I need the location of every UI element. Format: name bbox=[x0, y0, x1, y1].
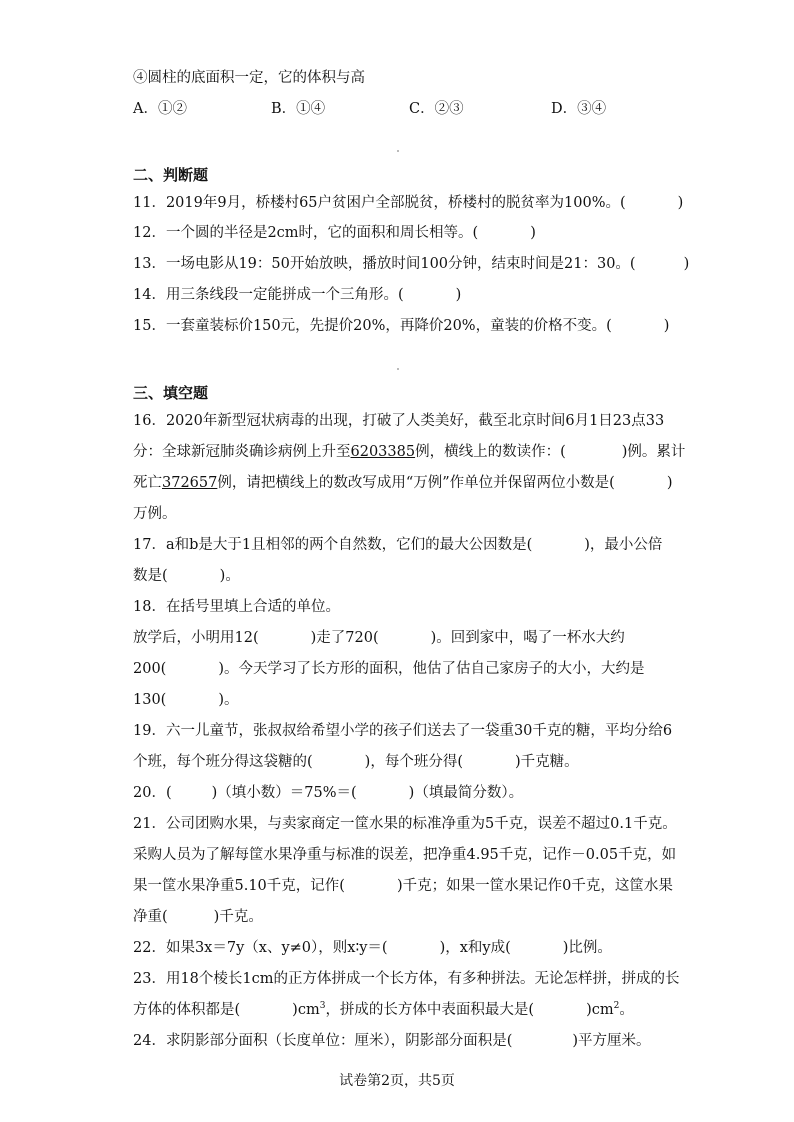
question-21-line-1: 21．公司团购水果，与卖家商定一筐水果的标准净重为5千克，误差不超过0.1千克。 bbox=[133, 816, 677, 832]
question-15: 15．一套童装标价150元，先提价20%，再降价20%，童装的价格不变。( ) bbox=[133, 318, 670, 334]
question-16-line-3: 死亡372657例，请把横线上的数改写成用“万例”作单位并保留两位小数是( ) bbox=[133, 475, 673, 491]
question-14: 14．用三条线段一定能拼成一个三角形。( ) bbox=[133, 287, 462, 303]
question-13: 13．一场电影从19：50开始放映，播放时间100分钟，结束时间是21：30。( ) bbox=[133, 256, 690, 272]
superscript-3: 3 bbox=[319, 1001, 326, 1012]
prev-options bbox=[133, 99, 754, 119]
option-b: B．①④ bbox=[271, 101, 326, 117]
question-11: 11．2019年9月，桥楼村65户贫困户全部脱贫，桥楼村的脱贫率为100%。( ) bbox=[133, 195, 684, 211]
page-footer: 试卷第2页，共5页 bbox=[339, 1073, 455, 1089]
question-21-line-4: 净重( )千克。 bbox=[133, 909, 263, 925]
question-18-line-2: 放学后，小明用12( )走了720( )。回到家中，喝了一杯水大约 bbox=[133, 630, 625, 646]
question-18-line-1: 18．在括号里填上合适的单位。 bbox=[133, 599, 340, 615]
option-a: A．①② bbox=[133, 101, 187, 117]
underlined-number: 372657 bbox=[162, 475, 218, 491]
question-23-line-1: 23．用18个棱长1cm的正方体拼成一个长方体，有多种拼法。无论怎样拼，拼成的长 bbox=[133, 971, 680, 987]
option-d: D．③④ bbox=[551, 101, 607, 117]
separator-dot bbox=[397, 368, 399, 370]
superscript-2: 2 bbox=[613, 1001, 620, 1012]
question-21-line-3: 果一筐水果净重5.10千克，记作( )千克；如果一筐水果记作0千克，这筐水果 bbox=[133, 878, 673, 894]
question-12: 12．一个圆的半径是2cm时，它的面积和周长相等。( ) bbox=[133, 225, 536, 241]
question-16-line-4: 万例。 bbox=[133, 506, 177, 522]
question-19-line-1: 19．六一儿童节，张叔叔给希望小学的孩子们送去了一袋重30千克的糖，平均分给6 bbox=[133, 723, 673, 739]
question-16-line-1: 16．2020年新型冠状病毒的出现，打破了人类美好，截至北京时间6月1日23点33 bbox=[133, 413, 665, 429]
separator-dot bbox=[397, 150, 399, 152]
question-23-line-2: 方体的体积都是( )$cm^3$，拼成的长方体中表面积最大是( )$cm^2$。 bbox=[133, 1001, 634, 1018]
question-17-line-1: 17．a和b是大于1且相邻的两个自然数，它们的最大公因数是( )，最小公倍 bbox=[133, 537, 663, 553]
question-21-line-2: 采购人员为了解每筐水果净重与标准的误差，把净重4.95千克，记作－0.05千克，如 bbox=[133, 847, 677, 863]
section-title-judgement: 二、判断题 bbox=[133, 166, 209, 184]
section-title-fill-in: 三、填空题 bbox=[133, 384, 209, 402]
question-22: 22．如果3x＝7y（x、y≠0），则x∶y＝( )，x和y成( )比例。 bbox=[133, 940, 612, 956]
option-c: C．②③ bbox=[409, 101, 464, 117]
question-16-line-2: 分：全球新冠肺炎确诊病例上升至6203385例，横线上的数读作：( )例。累计 bbox=[133, 444, 686, 460]
prev-item-4: ④圆柱的底面积一定，它的体积与高 bbox=[133, 70, 365, 86]
question-24: 24．求阴影部分面积（长度单位：厘米），阴影部分面积是( )平方厘米。 bbox=[133, 1033, 651, 1049]
underlined-number: 6203385 bbox=[350, 444, 416, 460]
question-20: 20．( )（填小数）＝75%＝( )（填最简分数）。 bbox=[133, 785, 524, 801]
question-18-line-4: 130( )。 bbox=[133, 692, 239, 708]
question-17-line-2: 数是( )。 bbox=[133, 568, 240, 584]
question-19-line-2: 个班，每个班分得这袋糖的( )，每个班分得( )千克糖。 bbox=[133, 754, 579, 770]
question-18-line-3: 200( )。今天学习了长方形的面积，他估了估自己家房子的大小，大约是 bbox=[133, 661, 645, 677]
